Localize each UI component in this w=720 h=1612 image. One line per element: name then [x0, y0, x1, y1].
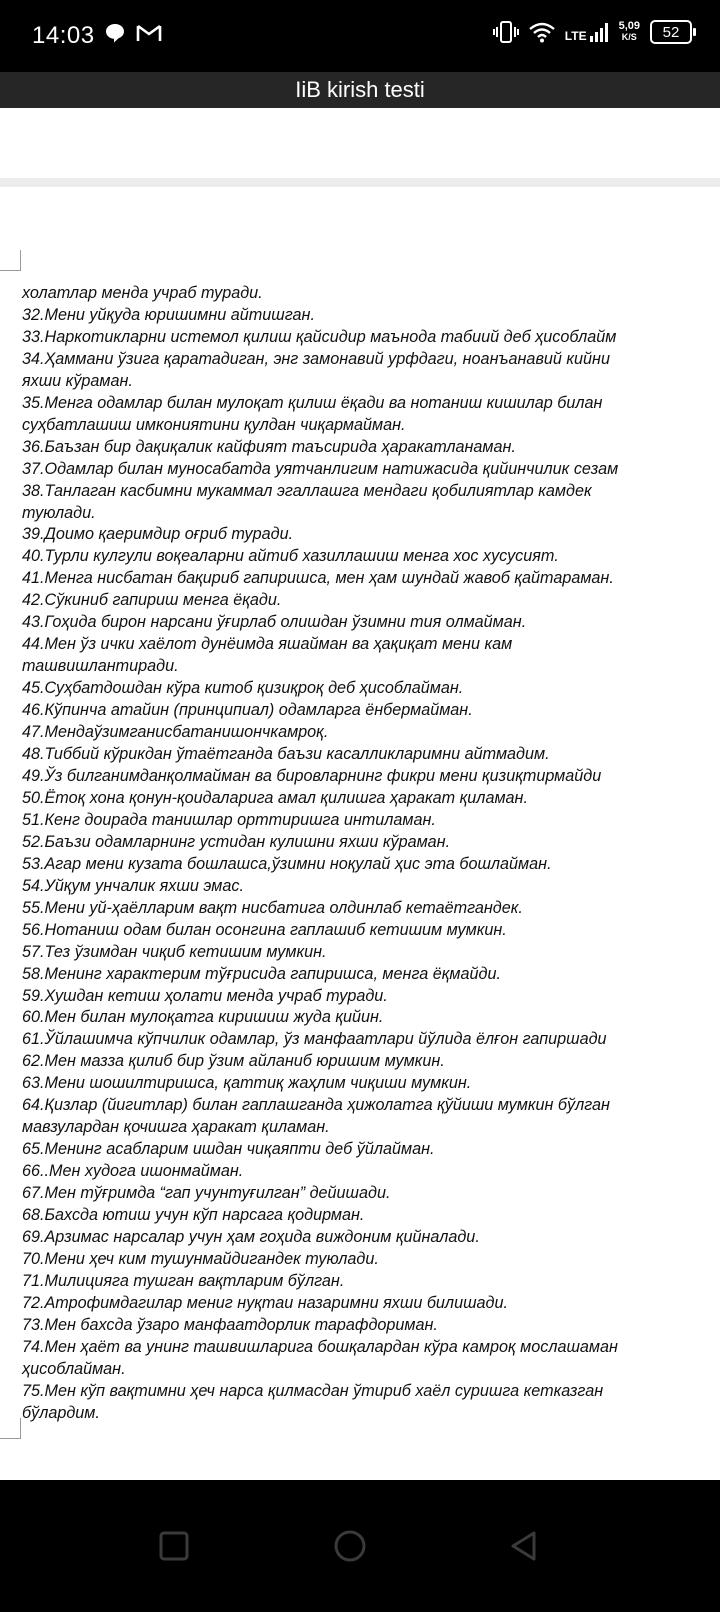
document-line: туюлади. [22, 503, 96, 522]
document-line: 41.Менга нисбатан бақириб гапиришса, мен ҳам шундай жавоб қайтараман. [22, 569, 614, 588]
status-bar [0, 0, 720, 72]
document-line: 57.Тез ўзимдан чиқиб кетишим мумкин. [22, 942, 327, 961]
document-line: бўлардим. [22, 1403, 100, 1422]
document-line: 48.Тиббий кўрикдан ўтаётганда баъзи касалликларимни айтмадим. [22, 745, 550, 764]
document-line: 67.Мен тўғримда “гап учунтуғилган” дейишади. [22, 1184, 391, 1203]
document-text [22, 283, 720, 1425]
document-line: 56.Нотаниш одам билан осонгина гаплашиб кетишим мумкин. [22, 920, 507, 939]
document-line: 70.Мени ҳеч ким тушунмайдигандек туюлади. [22, 1249, 379, 1268]
cellular-signal [565, 22, 609, 42]
speed-unit: K/S [621, 32, 637, 42]
chat-bubble-icon [104, 22, 126, 44]
document-line: 33.Наркотикларни истемол қилиш қайсидир маънода табиий деб ҳисоблайм [22, 327, 617, 346]
home-circle-icon[interactable] [332, 1528, 368, 1564]
document-line: 52.Баъзи одамларнинг устидан кулишни яхши кўраман. [22, 832, 451, 851]
speed-value: 5,09 [618, 20, 640, 32]
document-line: 44.Мен ўз ички хаёлот дунёимда яшайман ва ҳақиқат мени кам [22, 635, 513, 654]
document-line: 62.Мен мазза қилиб бир ўзим айланиб юришим мумкин. [22, 1052, 445, 1071]
document-line: 74.Мен ҳаёт ва унинг ташвишларига бошқалардан кўра камроқ мослашаман [22, 1337, 618, 1356]
document-line: ташвишлантиради. [22, 657, 179, 676]
document-line: 69.Арзимас нарсалар учун ҳам гоҳида виждоним қийналади. [22, 1227, 480, 1246]
document-line: суҳбатлашиш имкониятини қулдан чиқармайман. [22, 415, 406, 434]
document-line: 60.Мен билан мулоқатга киришиш жуда қийин. [22, 1008, 384, 1027]
document-line: мавзулардан қочишга ҳаракат қиламан. [22, 1118, 330, 1137]
document-line: 58.Менинг характерим тўғрисида гапиришса, менга ёқмайди. [22, 964, 501, 983]
document-line: 34.Ҳаммани ўзига қаратадиган, энг замонавий урфдаги, ноанъанавий кийни [22, 349, 610, 368]
page-corner-mark [0, 250, 21, 271]
document-line: 73.Мен бахсда ўзаро манфаатдорлик тарафдориман. [22, 1315, 438, 1334]
document-line: 40.Турли кулгули воқеаларни айтиб хазиллашиш менга хос хусусият. [22, 547, 559, 566]
network-type: LTE [564, 29, 587, 43]
document-line: 53.Агар мени кузата бошлашса,ўзимни ноқулай ҳис эта бошлайман. [22, 854, 552, 873]
document-line: 71.Милицияга тушган вақтларим бўлган. [22, 1271, 345, 1290]
document-line: 42.Сўкиниб гапириш менга ёқади. [22, 591, 282, 610]
vibrate-icon [493, 20, 519, 44]
app-title: IiB kirish testi [295, 77, 425, 102]
page-corner-mark [0, 1418, 21, 1439]
battery-icon [650, 20, 692, 44]
document-line: 65.Менинг асабларим ишдан чиқаяпти деб ўйлайман. [22, 1140, 435, 1159]
network-speed [619, 21, 640, 43]
document-line: 47.Мендаўзимганисбатанишончкамроқ. [22, 723, 329, 742]
document-line: 64.Қизлар (йигитлар) билан гаплашганда ҳижолатга қўйиши мумкин бўлган [22, 1096, 610, 1115]
app-title-bar [0, 72, 720, 108]
gmail-icon [136, 23, 162, 43]
document-line: 39.Доимо қаеримдир оғриб туради. [22, 525, 294, 544]
document-line: 54.Уйқум унчалик яхши эмас. [22, 876, 244, 895]
status-time: 14:03 [32, 22, 95, 49]
document-line: ҳисоблайман. [22, 1359, 126, 1378]
document-line: 75.Мен кўп вақтимни ҳеч нарса қилмасдан ўтириб хаёл суришга кетказган [22, 1381, 604, 1400]
document-line: 55.Мени уй-ҳаёлларим вақт нисбатига олдинлаб кетаётгандек. [22, 898, 523, 917]
page-separator [0, 178, 720, 187]
document-line: 38.Танлаган касбимни мукаммал эгаллашга мендаги қобилиятлар камдек [22, 481, 592, 500]
document-line: 68.Бахсда ютиш учун кўп нарсага қодирман. [22, 1206, 365, 1225]
navigation-bar [0, 1480, 720, 1612]
document-line: 37.Одамлар билан муносабатда уятчанлигим натижасида қийинчилик сезам [22, 459, 619, 478]
battery-level: 52 [662, 23, 680, 41]
document-line: холатлар менда учраб туради. [22, 284, 263, 302]
document-line: 61.Ўйлашимча кўпчилик одамлар, ўз манфаатлари йўлида ёлғон гапиршади [22, 1030, 607, 1049]
document-line: 36.Баъзан бир дақиқалик кайфият таъсирида ҳаракатланаман. [22, 437, 516, 456]
recents-square-icon[interactable] [156, 1528, 192, 1564]
document-line: 50.Ётоқ хона қонун-қоидаларига амал қилишга ҳаракат қиламан. [22, 788, 528, 807]
document-line: 59.Хушдан кетиш ҳолати менда учраб туради. [22, 986, 388, 1005]
document-line: 46.Кўпинча атайин (принципиал) одамларга ёнбермайман. [22, 701, 473, 720]
document-line: 49.Ўз билганимданқолмайман ва бировларнинг фикри мени қизиқтирмайди [22, 766, 602, 785]
notification-icons [104, 22, 162, 44]
wifi-icon [529, 21, 555, 43]
document-line: 32.Мени уйқуда юришимни айтишган. [22, 305, 315, 324]
status-indicators [493, 20, 692, 44]
back-triangle-icon[interactable] [506, 1528, 542, 1564]
document-line: 43.Гоҳида бирон нарсани ўғирлаб олишдан ўзимни тия олмайман. [22, 613, 527, 632]
document-line: яхши кўраман. [22, 371, 133, 390]
signal-bars-icon [589, 22, 609, 42]
document-line: 63.Мени шошилтиришса, қаттиқ жаҳлим чиқиши мумкин. [22, 1074, 472, 1093]
document-line: 51.Кенг доирада танишлар орттиришга интиламан. [22, 810, 436, 829]
document-line: 72.Атрофимдагилар мениг нуқтаи назаримни яхши билишади. [22, 1293, 508, 1312]
document-line: 35.Менга одамлар билан мулоқат қилиш ёқади ва нотаниш кишилар билан [22, 393, 603, 412]
document-line: 66..Мен худога ишонмайман. [22, 1162, 244, 1181]
document-line: 45.Суҳбатдошдан кўра китоб қизиқроқ деб ҳисоблайман. [22, 679, 464, 698]
